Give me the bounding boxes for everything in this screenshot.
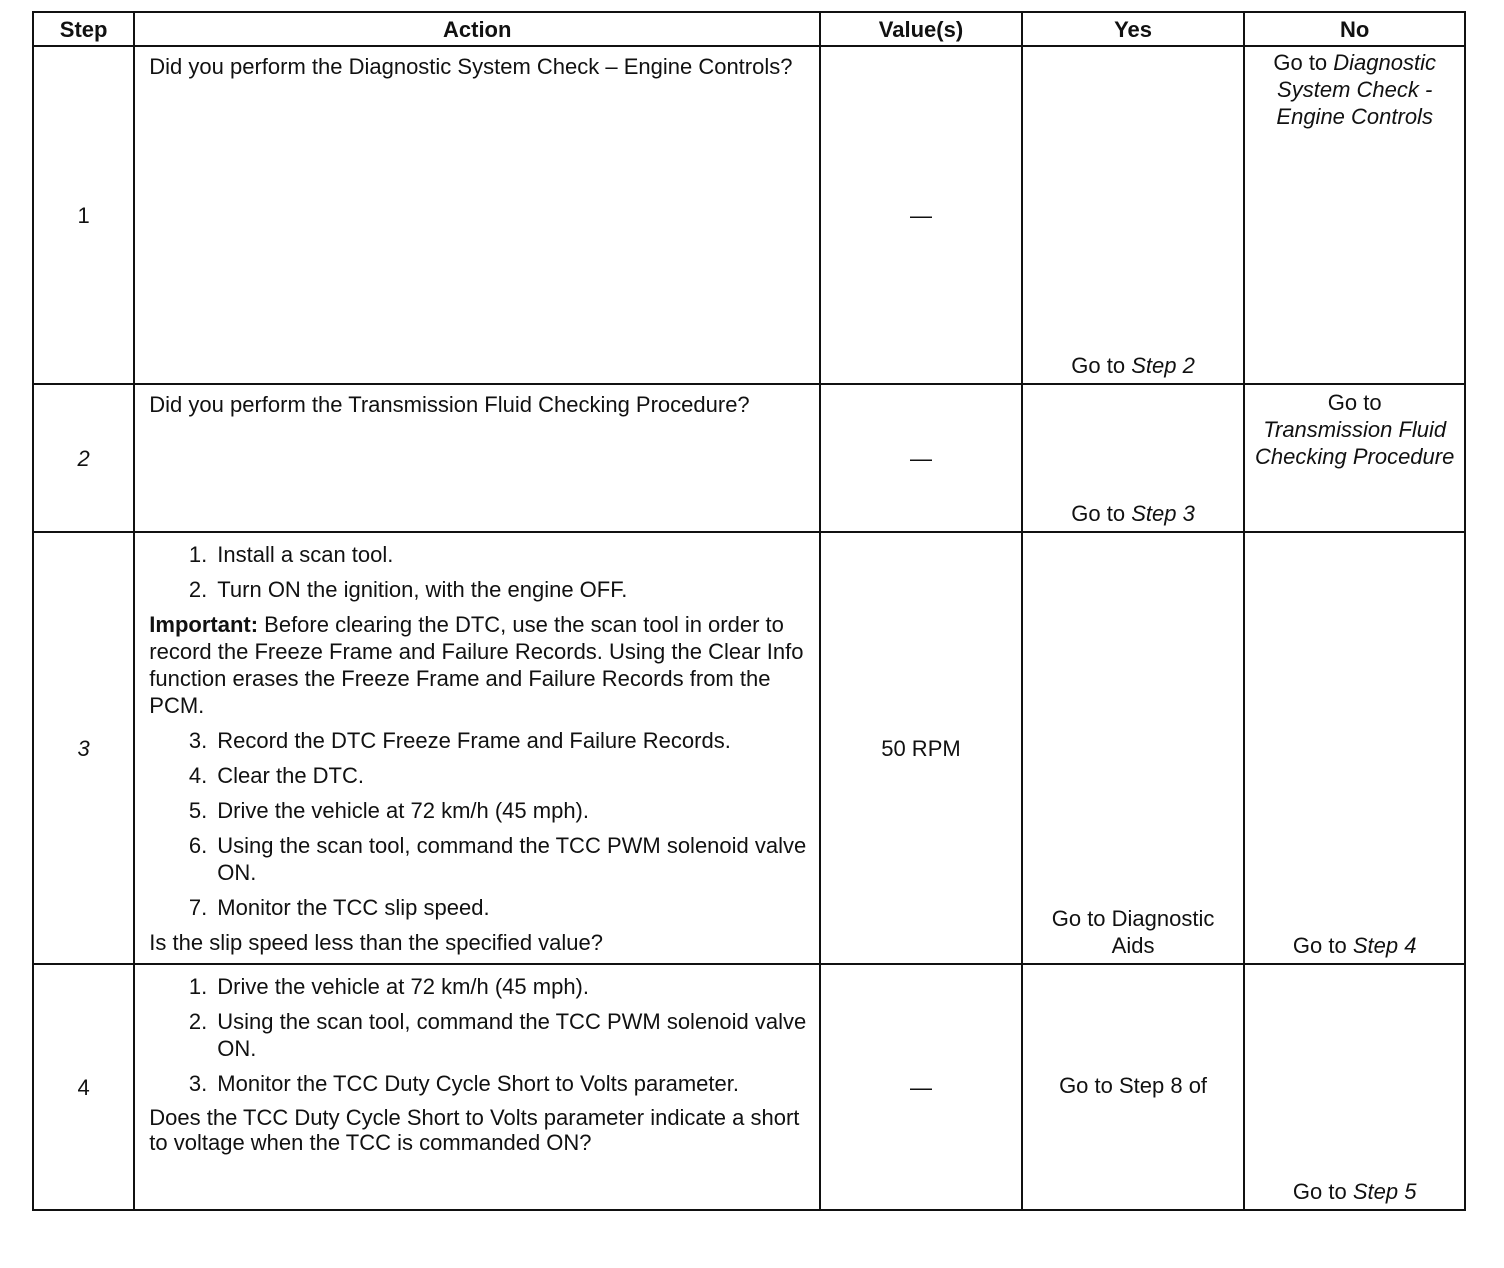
value-cell: 50 RPM <box>820 532 1022 964</box>
list-item <box>149 1008 809 1062</box>
table-row-step-2 <box>33 384 1465 532</box>
no-link[interactable]: Transmission Fluid Checking Procedure <box>1255 417 1455 469</box>
header-values: Value(s) <box>820 12 1022 46</box>
no-link[interactable]: Diagnostic System Check - Engine Controls <box>1276 50 1436 129</box>
no-prefix: Go to <box>1273 50 1334 75</box>
item-number: 3. <box>188 1071 208 1096</box>
list-item <box>149 894 809 921</box>
list-item <box>149 762 809 789</box>
step-number: 4 <box>33 964 134 1210</box>
action-text: Did you perform the Diagnostic System Check – Engine Controls? <box>149 54 793 79</box>
list-item <box>149 973 809 1000</box>
item-number: 2. <box>188 577 208 602</box>
important-label: Important: <box>149 612 259 637</box>
item-text: Using the scan tool, command the TCC PWM solenoid valve ON. <box>217 1009 807 1061</box>
table-row-step-3 <box>33 532 1465 964</box>
list-item <box>149 1070 809 1097</box>
item-number: 6. <box>188 833 208 858</box>
yes-cell[interactable] <box>1022 46 1245 384</box>
yes-prefix: Go to <box>1071 353 1132 378</box>
value-cell: — <box>820 46 1022 384</box>
item-number: 4. <box>188 763 208 788</box>
item-text: Turn ON the ignition, with the engine OFF. <box>217 577 628 602</box>
item-text: Using the scan tool, command the TCC PWM solenoid valve ON. <box>217 833 807 885</box>
item-text: Clear the DTC. <box>217 763 364 788</box>
no-prefix: Go to <box>1327 390 1382 415</box>
list-item <box>149 797 809 824</box>
no-cell[interactable] <box>1244 532 1465 964</box>
list-item <box>149 576 809 603</box>
item-number: 1. <box>188 542 208 567</box>
list-item <box>149 832 809 886</box>
important-note <box>149 611 809 719</box>
yes-link[interactable]: Go to Diagnostic Aids <box>1051 906 1215 958</box>
item-number: 2. <box>188 1009 208 1034</box>
no-prefix: Go to <box>1292 1179 1353 1204</box>
header-action: Action <box>134 12 820 46</box>
yes-prefix: Go to <box>1071 501 1132 526</box>
header-step: Step <box>33 12 134 46</box>
step-number: 3 <box>33 532 134 964</box>
item-number: 3. <box>188 728 208 753</box>
item-text: Record the DTC Freeze Frame and Failure Records. <box>217 728 731 753</box>
question-text: Does the TCC Duty Cycle Short to Volts parameter indicate a short to voltage when the TCC is commanded ON? <box>149 1105 800 1155</box>
list-item <box>149 727 809 754</box>
item-text: Monitor the TCC Duty Cycle Short to Volts parameter. <box>217 1071 739 1096</box>
action-cell <box>134 532 820 964</box>
important-text: Before clearing the DTC, use the scan tool in order to record the Freeze Frame and Failure Records. Using the Clear Info function erases the Freeze Frame and Failure Records from the PCM. <box>149 612 804 718</box>
table-row-step-4 <box>33 964 1465 1210</box>
yes-cell[interactable] <box>1022 964 1245 1210</box>
value-cell: — <box>820 384 1022 532</box>
item-text: Install a scan tool. <box>217 542 394 567</box>
item-text: Drive the vehicle at 72 km/h (45 mph). <box>217 798 589 823</box>
yes-cell[interactable] <box>1022 384 1245 532</box>
item-number: 7. <box>188 895 208 920</box>
action-cell <box>134 964 820 1210</box>
yes-link[interactable]: Go to Step 8 of <box>1059 1072 1208 1098</box>
step-number: 2 <box>33 384 134 532</box>
value-cell: — <box>820 964 1022 1210</box>
action-cell <box>134 384 820 532</box>
header-yes: Yes <box>1022 12 1245 46</box>
item-text: Drive the vehicle at 72 km/h (45 mph). <box>217 974 589 999</box>
no-cell[interactable] <box>1244 46 1465 384</box>
diagnostic-table <box>32 11 1466 1211</box>
no-cell[interactable] <box>1244 384 1465 532</box>
yes-link[interactable]: Step 2 <box>1131 353 1195 378</box>
list-item <box>149 541 809 568</box>
header-row <box>33 12 1465 46</box>
no-prefix: Go to <box>1292 933 1353 958</box>
no-cell[interactable] <box>1244 964 1465 1210</box>
yes-link[interactable]: Step 3 <box>1131 501 1195 526</box>
question-text: Is the slip speed less than the specified value? <box>149 930 604 955</box>
item-text: Monitor the TCC slip speed. <box>217 895 490 920</box>
no-link[interactable]: Step 4 <box>1352 933 1417 958</box>
step-number: 1 <box>33 46 134 384</box>
action-cell <box>134 46 820 384</box>
yes-cell[interactable] <box>1022 532 1245 964</box>
no-link[interactable]: Step 5 <box>1352 1179 1417 1204</box>
header-no: No <box>1244 12 1465 46</box>
item-number: 5. <box>188 798 208 823</box>
table-row-step-1 <box>33 46 1465 384</box>
item-number: 1. <box>188 974 208 999</box>
action-text: Did you perform the Transmission Fluid Checking Procedure? <box>149 392 750 417</box>
